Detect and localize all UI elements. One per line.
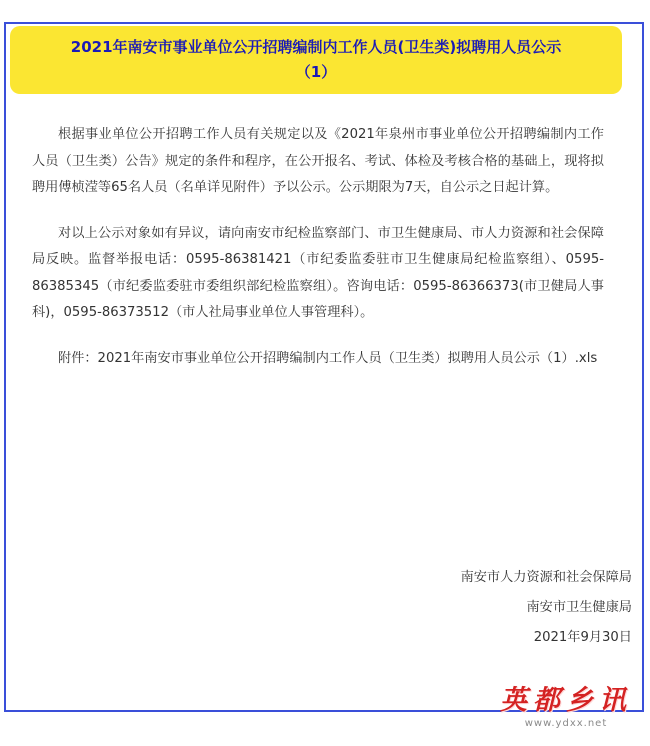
site-watermark: [496, 684, 636, 730]
signature-block: [461, 563, 632, 653]
paragraph-objection-contacts: 对以上公示对象如有异议，请向南安市纪检监察部门、市卫生健康局、市人力资源和社会保障局反映。监督举报电话：0595-86381421（市纪委监委驻市卫生健康局纪检监察组）、0595-86385345（市纪委监委驻市委组织部纪检监察组）。咨询电话：0595-86366373(市卫健局人事科)，0595-86373512（市人社局事业单位人事管理科）。: [32, 225, 604, 320]
paragraph-attachment[interactable]: 附件：2021年南安市事业单位公开招聘编制内工作人员（卫生类）拟聘用人员公示（1）.xls: [58, 350, 598, 366]
watermark-url: www.ydxx.net: [524, 718, 608, 729]
page-title: 2021年南安市事业单位公开招聘编制内工作人员(卫生类)拟聘用人员公示: [70, 38, 562, 56]
title-banner: [10, 26, 622, 94]
signature-date: 2021年9月30日: [533, 630, 632, 645]
watermark-logo-text: 英都乡讯: [500, 685, 632, 716]
paragraph-announcement: 根据事业单位公开招聘工作人员有关规定以及《2021年泉州市事业单位公开招聘编制内工作人员（卫生类）公告》规定的条件和程序，在公开报名、考试、体检及考核合格的基础上，现将拟聘用傅桢滢等65名人员（名单详见附件）予以公示。公示期限为7天，自公示之日起计算。: [32, 127, 604, 195]
page-title-suffix: （1）: [295, 63, 337, 81]
signature-org-hr: 南安市人力资源和社会保障局: [460, 570, 632, 585]
signature-org-health: 南安市卫生健康局: [526, 600, 632, 615]
notice-body: [32, 122, 604, 372]
